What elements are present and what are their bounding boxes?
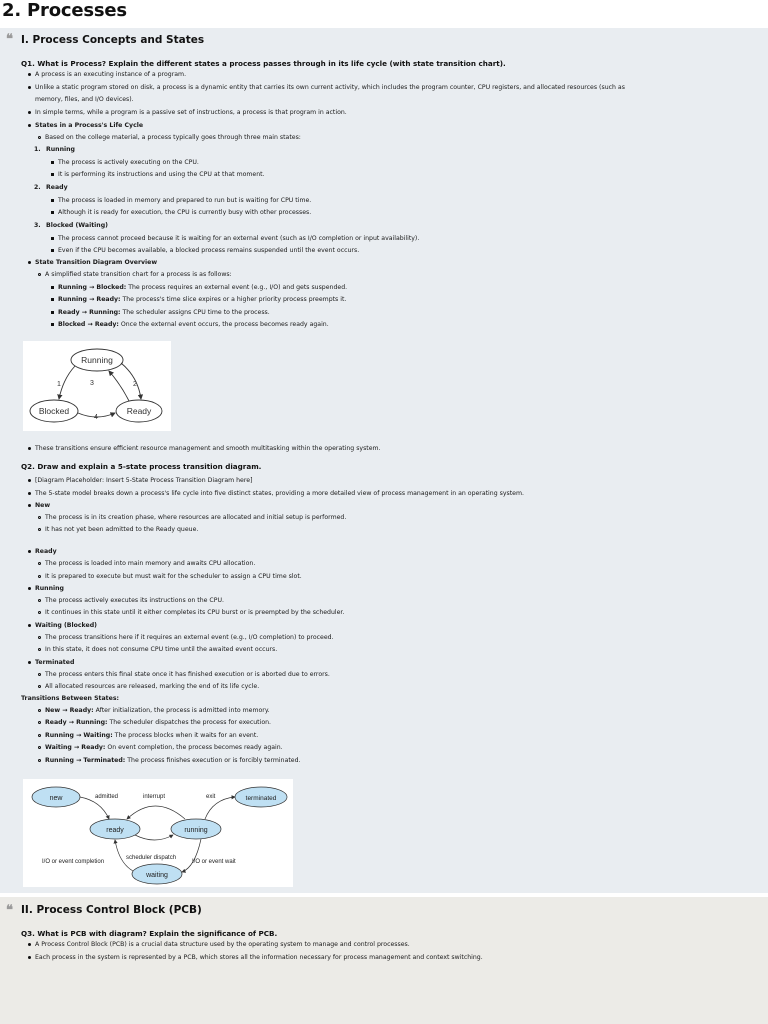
bullet-icon xyxy=(28,479,31,482)
list-item: The process cannot proceed because it is waiting for an external event (such as I/O completion or input availability). xyxy=(58,235,420,242)
bullet-icon xyxy=(28,111,31,114)
bullet-icon xyxy=(28,956,31,959)
edge-ready-running xyxy=(135,835,173,840)
square-bullet-icon xyxy=(51,211,54,214)
square-bullet-icon xyxy=(51,249,54,252)
transitions-heading: Transitions Between States: xyxy=(21,695,119,702)
circle-bullet-icon xyxy=(38,528,41,531)
list-item: The process is loaded into main memory and awaits CPU allocation. xyxy=(45,560,256,567)
list-item: Even if the CPU becomes available, a blocked process remains suspended until the event occurs. xyxy=(58,247,360,254)
question-3: Q3. What is PCB with diagram? Explain the significance of PCB. xyxy=(21,929,278,938)
list-item: It is prepared to execute but must wait for the scheduler to assign a CPU time slot. xyxy=(45,573,302,580)
edge-new-ready xyxy=(80,797,109,819)
edge-label: admitted xyxy=(95,794,119,800)
page-header xyxy=(0,0,768,28)
state-ready-label: ready xyxy=(106,827,124,834)
list-item: A Process Control Block (PCB) is a crucial data structure used by the operating system to manage and control processes. xyxy=(35,941,410,948)
square-bullet-icon xyxy=(51,173,54,176)
list-item: The process is loaded in memory and prepared to run but is waiting for CPU time. xyxy=(58,197,312,204)
circle-bullet-icon xyxy=(38,685,41,688)
five-state-diagram xyxy=(23,779,293,887)
state-running-label: running xyxy=(184,827,208,834)
edge-label: 1 xyxy=(57,381,61,388)
state-ready-heading: Ready xyxy=(46,184,68,191)
section-title: II. Process Control Block (PCB) xyxy=(21,904,202,916)
circle-bullet-icon xyxy=(38,734,41,737)
transition-item: Waiting → Ready: On event completion, the process becomes ready again. xyxy=(45,744,283,751)
circle-bullet-icon xyxy=(38,636,41,639)
circle-bullet-icon xyxy=(38,599,41,602)
state-waiting-heading: Waiting (Blocked) xyxy=(35,622,97,629)
circle-bullet-icon xyxy=(38,273,41,276)
transition-item: Running → Waiting: The process blocks when it waits for an event. xyxy=(45,732,259,739)
square-bullet-icon xyxy=(51,286,54,289)
state-running-heading: Running xyxy=(46,146,75,153)
square-bullet-icon xyxy=(51,298,54,301)
edge-label: I/O or event wait xyxy=(192,859,236,865)
edge-label: 2 xyxy=(133,381,137,388)
question-2: Q2. Draw and explain a 5-state process transition diagram. xyxy=(21,462,262,471)
state-new-label: new xyxy=(49,795,63,802)
state-blocked-heading: Blocked (Waiting) xyxy=(46,222,108,229)
page-title: 2. Processes xyxy=(2,0,127,21)
edge-running-ready xyxy=(127,806,185,819)
state-blocked-label: Blocked xyxy=(38,406,70,416)
edge-label: I/O or event completion xyxy=(42,859,105,865)
square-bullet-icon xyxy=(51,237,54,240)
list-item: The process is in its creation phase, where resources are allocated and initial setup is performed. xyxy=(45,514,347,521)
three-state-diagram xyxy=(23,341,171,431)
list-item: It is performing its instructions and using the CPU at that moment. xyxy=(58,171,265,178)
edge-label: 4 xyxy=(94,414,98,421)
transition-item: Running → Terminated: The process finishes execution or is forcibly terminated. xyxy=(45,757,301,764)
circle-bullet-icon xyxy=(38,136,41,139)
list-number: 3. xyxy=(34,222,41,229)
edge-label: scheduler dispatch xyxy=(126,855,177,861)
circle-bullet-icon xyxy=(38,746,41,749)
list-item: All allocated resources are released, marking the end of its life cycle. xyxy=(45,683,260,690)
circle-bullet-icon xyxy=(38,562,41,565)
edge-running-waiting xyxy=(182,839,201,872)
list-item: In simple terms, while a program is a passive set of instructions, a process is that program in action. xyxy=(35,109,347,116)
list-heading: States in a Process's Life Cycle xyxy=(35,122,144,129)
list-item: Based on the college material, a process typically goes through three main states: xyxy=(45,134,301,141)
transition-item: New → Ready: After initialization, the process is admitted into memory. xyxy=(45,707,270,714)
circle-bullet-icon xyxy=(38,759,41,762)
edge-ready-running xyxy=(109,371,129,401)
circle-bullet-icon xyxy=(38,575,41,578)
list-item: [Diagram Placeholder: Insert 5-State Process Transition Diagram here] xyxy=(35,477,253,484)
bullet-icon xyxy=(28,504,31,507)
list-number: 1. xyxy=(34,146,41,153)
list-item: The process actively executes its instructions on the CPU. xyxy=(45,597,224,604)
state-running-heading: Running xyxy=(35,585,64,592)
list-item: It has not yet been admitted to the Ready queue. xyxy=(45,526,199,533)
transition-item: Ready → Running: The scheduler dispatches the process for execution. xyxy=(45,719,271,726)
list-number: 2. xyxy=(34,184,41,191)
three-state-diagram-svg xyxy=(23,341,171,431)
list-item: It continues in this state until it either completes its CPU burst or is preempted by the scheduler. xyxy=(45,609,345,616)
list-item: Although it is ready for execution, the CPU is currently busy with other processes. xyxy=(58,209,312,216)
list-item: A process is an executing instance of a program. xyxy=(35,71,187,78)
square-bullet-icon xyxy=(51,199,54,202)
list-item-cont: memory, files, and I/O devices). xyxy=(35,96,134,103)
edge-running-ready xyxy=(121,363,141,399)
state-waiting-label: waiting xyxy=(146,872,168,879)
section-title: I. Process Concepts and States xyxy=(21,34,205,46)
bullet-icon xyxy=(28,624,31,627)
circle-bullet-icon xyxy=(38,611,41,614)
circle-bullet-icon xyxy=(38,721,41,724)
bullet-icon xyxy=(28,73,31,76)
list-item: The process enters this final state once it has finished execution or is aborted due to errors. xyxy=(45,671,330,678)
transition-item: Running → Ready: The process's time slice expires or a higher priority process preempts it. xyxy=(58,296,347,303)
bullet-icon xyxy=(28,550,31,553)
state-new-heading: New xyxy=(35,502,51,509)
bullet-icon xyxy=(28,492,31,495)
bullet-icon xyxy=(28,261,31,264)
list-item: The 5-state model breaks down a process's life cycle into five distinct states, providing a more detailed view of process management in an operating system. xyxy=(35,490,524,497)
list-heading: State Transition Diagram Overview xyxy=(35,259,158,266)
list-item: Each process in the system is represented by a PCB, which stores all the information necessary for process management and context switching. xyxy=(35,954,483,961)
quote-icon: ❝ xyxy=(6,32,13,47)
bullet-icon xyxy=(28,587,31,590)
bullet-icon xyxy=(28,86,31,89)
list-item: In this state, it does not consume CPU time until the awaited event occurs. xyxy=(45,646,278,653)
square-bullet-icon xyxy=(51,311,54,314)
list-item: Unlike a static program stored on disk, a process is a dynamic entity that carries its own current activity, which includes the program counter, CPU registers, and allocated resources (such as xyxy=(35,84,625,91)
list-item: The process transitions here if it requires an external event (e.g., I/O completion) to proceed. xyxy=(45,634,334,641)
transition-item: Blocked → Ready: Once the external event occurs, the process becomes ready again. xyxy=(58,321,329,328)
quote-icon: ❝ xyxy=(6,903,13,918)
edge-running-blocked xyxy=(59,366,75,399)
square-bullet-icon xyxy=(51,161,54,164)
transition-item: Running → Blocked: The process requires an external event (e.g., I/O) and gets suspended. xyxy=(58,284,348,291)
state-ready-label: Ready xyxy=(126,406,152,416)
circle-bullet-icon xyxy=(38,648,41,651)
edge-running-terminated xyxy=(205,797,235,819)
edge-label: exit xyxy=(206,794,216,800)
list-item: These transitions ensure efficient resource management and smooth multitasking within the operating system. xyxy=(35,445,381,452)
bullet-icon xyxy=(28,661,31,664)
transition-item: Ready → Running: The scheduler assigns CPU time to the process. xyxy=(58,309,270,316)
state-ready-heading: Ready xyxy=(35,548,57,555)
state-terminated-heading: Terminated xyxy=(35,659,75,666)
bullet-icon xyxy=(28,943,31,946)
square-bullet-icon xyxy=(51,323,54,326)
list-item: The process is actively executing on the CPU. xyxy=(58,159,199,166)
state-terminated-label: terminated xyxy=(245,795,277,802)
edge-label: 3 xyxy=(90,380,94,387)
state-running-label: Running xyxy=(81,355,113,365)
bullet-icon xyxy=(28,447,31,450)
bullet-icon xyxy=(28,124,31,127)
circle-bullet-icon xyxy=(38,516,41,519)
circle-bullet-icon xyxy=(38,673,41,676)
question-1: Q1. What is Process? Explain the different states a process passes through in its life cycle (with state transition chart). xyxy=(21,59,506,68)
five-state-diagram-svg xyxy=(23,779,293,887)
list-item: A simplified state transition chart for a process is as follows: xyxy=(45,271,232,278)
edge-label: interrupt xyxy=(143,794,166,800)
circle-bullet-icon xyxy=(38,709,41,712)
